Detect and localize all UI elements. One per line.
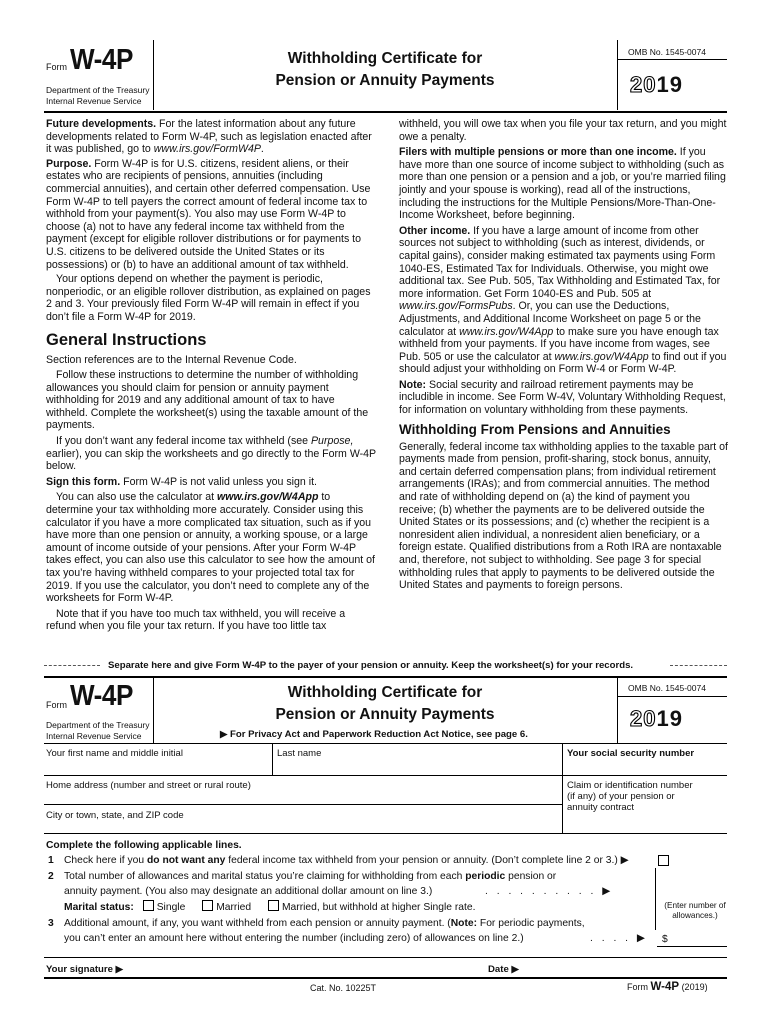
line-2-text: Total number of allowances and marital status you’re claiming for withholding from each periodic pension or — [64, 871, 557, 882]
omb-number: OMB No. 1545-0074 — [628, 47, 706, 57]
irs-name: Internal Revenue Service — [46, 96, 142, 106]
footer-form-id: Form W-4P (2019) — [627, 981, 708, 993]
address-label: Home address (number and street or rural route) — [46, 780, 251, 791]
filers-multiple-paragraph: Filers with multiple pensions or more than one income. If you have more than one source of income subject to withholding (such as more than one pension or a pension and a job, or you’re married filing jointly and your spouse is working), read all of the instructions, including the instructions for the Multiple Pensions/More-Than-One-Income Worksheet, before beginning. — [399, 146, 726, 222]
form-label-2: Form — [46, 700, 67, 710]
married-higher-single-checkbox[interactable] — [268, 900, 279, 911]
year-solid: 19 — [656, 72, 683, 97]
claim-number-label: Claim or identification number (if any) of your pension or annuity contract — [567, 780, 693, 813]
title-line-1: Withholding Certificate for — [287, 50, 483, 67]
city-field[interactable] — [46, 821, 558, 832]
privacy-notice: ▶ For Privacy Act and Paperwork Reduction Act Notice, see page 6. — [220, 729, 528, 740]
last-name-field[interactable] — [277, 760, 559, 774]
form-number: W-4P — [70, 44, 133, 76]
marital-status-row — [64, 900, 475, 915]
no-withholding-checkbox[interactable] — [658, 855, 669, 866]
w4app-link-2[interactable]: www.irs.gov/W4App — [554, 350, 649, 363]
general-instructions-heading: General Instructions — [46, 330, 207, 349]
complete-lines-heading: Complete the following applicable lines. — [46, 840, 242, 851]
line-3-leader: . . . . ▶ — [590, 933, 648, 944]
form-number-2: W-4P — [70, 680, 133, 712]
omb-number-2: OMB No. 1545-0074 — [628, 683, 706, 693]
forms-pubs-link[interactable]: www.irs.gov/FormsPubs — [399, 300, 513, 313]
title-line-2: Pension or Annuity Payments — [275, 72, 495, 89]
other-income-paragraph: Other income. If you have a large amount of income from other sources not subject to withholding (such as interest, dividends, or capital gains), consider making estimated tax payments using Form 1040-ES, Estimated Tax for Individuals. Otherwise, you might owe additional tax. See Pub. 505, Tax Withholding and Estimated Tax, for more information. Get Form 1040-ES and Pub. 505 at www.irs.gov/FormsPubs. Or, you can use the Deductions, Adjustments, and Additional Income Worksheet on page 5 or the calculator at www.irs.gov/W4App to make sure you have enough tax withheld from your payments. If you have income from wages, see Pub. 505 or use the calculator at www.irs.gov/W4App to find out if you should adjust your withholding on Form W-4 or Form W-4P. — [399, 224, 727, 376]
signature-label: Your signature ▶ — [46, 964, 124, 975]
address-field[interactable] — [46, 792, 558, 804]
separate-here-instruction: Separate here and give Form W-4P to the payer of your pension or annuity. Keep the worksheet(s) for your records. — [108, 660, 634, 671]
allowances-field[interactable] — [658, 880, 726, 900]
calculator-paragraph: You can also use the calculator at www.irs.gov/W4App to determine your tax withholding more accurately. Consider using this calculator if you have a more complicated tax situation, such as if you have more than one pension or annuity, a working spouse, or a large amount of income outside of your pensions. After your Form W-4P takes effect, you can also use this calculator to see how the amount of tax you’re having withheld compares to your projected total tax for 2019. If you use the calculator, you don’t need to complete any of the worksheets for Form W-4P. — [46, 491, 375, 605]
ssn-field[interactable] — [567, 760, 725, 774]
title-line-2-b: Pension or Annuity Payments — [275, 706, 495, 723]
claim-number-field[interactable] — [567, 815, 725, 832]
withholding-pensions-heading: Withholding From Pensions and Annuities — [399, 421, 671, 437]
continued-paragraph: withheld, you will owe tax when you file your tax return, and you might owe a penalty. — [399, 118, 727, 143]
additional-amount-field[interactable] — [672, 930, 726, 946]
future-url-link[interactable]: www.irs.gov/FormW4P — [153, 143, 261, 156]
section-references: Section references are to the Internal Revenue Code. — [46, 353, 297, 366]
department-name-2: Department of the Treasury — [46, 720, 150, 730]
no-federal-paragraph: If you don’t want any federal income tax withheld (see Purpose, earlier), you can skip the worksheets and go directly to the Form W-4P below. — [46, 435, 376, 473]
withholding-pensions-paragraph: Generally, federal income tax withholding applies to the taxable part of payments made from pension, profit-sharing, stock bonus, annuity, and certain deferred compensation plans; from individual retirement arrangements (IRAs); and from commercial annuities. The method and rate of withholding depend on (a) the kind of payment you receive; (b) whether the payments are to be delivered outside the United States or its possessions; and (c) whether the recipient is a nonresident alien individual, a nonresident alien beneficiary, or a foreign estate. Qualified distributions from a Roth IRA are nontaxable and, therefore, not subject to withholding. See page 3 for special withholding rules that apply to payments to be delivered outside the United States and payments to foreign persons. — [399, 440, 728, 592]
line-3-text-cont: you can’t enter an amount here without entering the number (including zero) of allowances on line 2.) — [64, 933, 524, 944]
line-1-number: 1 — [48, 855, 54, 866]
marital-status-label: Marital status: — [64, 902, 134, 913]
line-3-text: Additional amount, if any, you want withheld from each pension or annuity payment. (Note: For periodic payments, — [64, 918, 585, 929]
last-name-label: Last name — [277, 748, 322, 759]
ssn-label: Your social security number — [567, 748, 695, 759]
city-label: City or town, state, and ZIP code — [46, 810, 184, 821]
left-column — [46, 118, 376, 633]
signature-field[interactable] — [130, 960, 480, 976]
line-3-number: 3 — [48, 918, 54, 929]
line-2-number: 2 — [48, 871, 54, 882]
options-paragraph: Your options depend on whether the payment is periodic, nonperiodic, or an eligible rollover distribution, as explained on pages 2 and 3. Your previously filed Form W-4P will remain in effect if you don’t file a Form W-4P for 2019. — [46, 273, 371, 323]
calculator-url-link[interactable]: www.irs.gov/W4App — [216, 491, 319, 504]
ss-note-paragraph: Note: Social security and railroad retirement payments may be includible in income. See Form W-4V, Voluntary Withholding Request, for information on voluntary withholding from these payments. — [399, 378, 726, 417]
w4app-link-1[interactable]: www.irs.gov/W4App — [459, 325, 554, 338]
line-1-text: Check here if you do not want any federal income tax withheld from your pension or annuity. (Don’t complete line 2 or 3.) ▶ — [64, 855, 629, 866]
form-label: Form — [46, 62, 67, 72]
dollar-sign: $ — [662, 934, 668, 945]
date-field[interactable] — [525, 960, 725, 976]
tax-year — [630, 72, 683, 98]
department-label — [46, 85, 149, 107]
department-label-2 — [46, 720, 149, 742]
sign-this-form: Sign this form. Form W-4P is not valid unless you sign it. — [46, 475, 318, 488]
irs-name-2: Internal Revenue Service — [46, 731, 142, 741]
single-checkbox[interactable] — [143, 900, 154, 911]
married-checkbox[interactable] — [202, 900, 213, 911]
year-outline-2: 20 — [630, 706, 657, 731]
future-developments: Future developments. For the latest information about any future developments related to Form W-4P, such as legislation enacted after it was published, go to www.irs.gov/FormW4P. — [46, 118, 372, 156]
married-label: Married — [216, 902, 252, 913]
line-2-leader: . . . . . . . . . . ▶ — [485, 886, 614, 897]
date-label: Date ▶ — [488, 964, 519, 975]
catalog-number: Cat. No. 10225T — [310, 983, 377, 993]
form-title — [155, 48, 615, 92]
single-label: Single — [156, 902, 186, 913]
right-column — [399, 118, 729, 592]
follow-paragraph: Follow these instructions to determine the number of withholding allowances you should claim for pension or annuity payment withholding for 2019 and any additional amount of tax to have withheld. Complete the worksheet(s) using the taxable amount of the payments. — [46, 369, 369, 432]
note-paragraph: Note that if you have too much tax withheld, you will receive a refund when you file your tax return. If you have too little tax — [46, 607, 346, 633]
department-name: Department of the Treasury — [46, 85, 150, 95]
purpose-paragraph: Purpose. Form W-4P is for U.S. citizens, resident aliens, or their estates who are recipients of pensions, annuities (including commercial annuities), and certain other deferred compensation. Use Form W-4P to tell payers the correct amount of federal income tax to withhold from your payment(s). You also may use Form W-4P to choose (a) not to have any federal income tax withheld from the payment (except for eligible rollover distributions or for payments to U.S. citizens to be delivered outside the United States or its possessions) or (b) to have an additional amount of tax withheld. — [46, 157, 371, 271]
year-solid-2: 19 — [656, 706, 683, 731]
first-name-label: Your first name and middle initial — [46, 748, 183, 759]
line-2-text-cont: annuity payment. (You also may designate an additional dollar amount on line 3.) — [64, 886, 433, 897]
enter-number-hint: (Enter number of allowances.) — [664, 901, 726, 920]
year-outline: 20 — [630, 72, 657, 97]
first-name-field[interactable] — [46, 760, 270, 774]
married-higher-label: Married, but withhold at higher Single rate. — [281, 902, 476, 913]
tax-year-2 — [630, 706, 683, 732]
form-title-2 — [155, 682, 615, 726]
title-line-1-b: Withholding Certificate for — [287, 684, 483, 701]
